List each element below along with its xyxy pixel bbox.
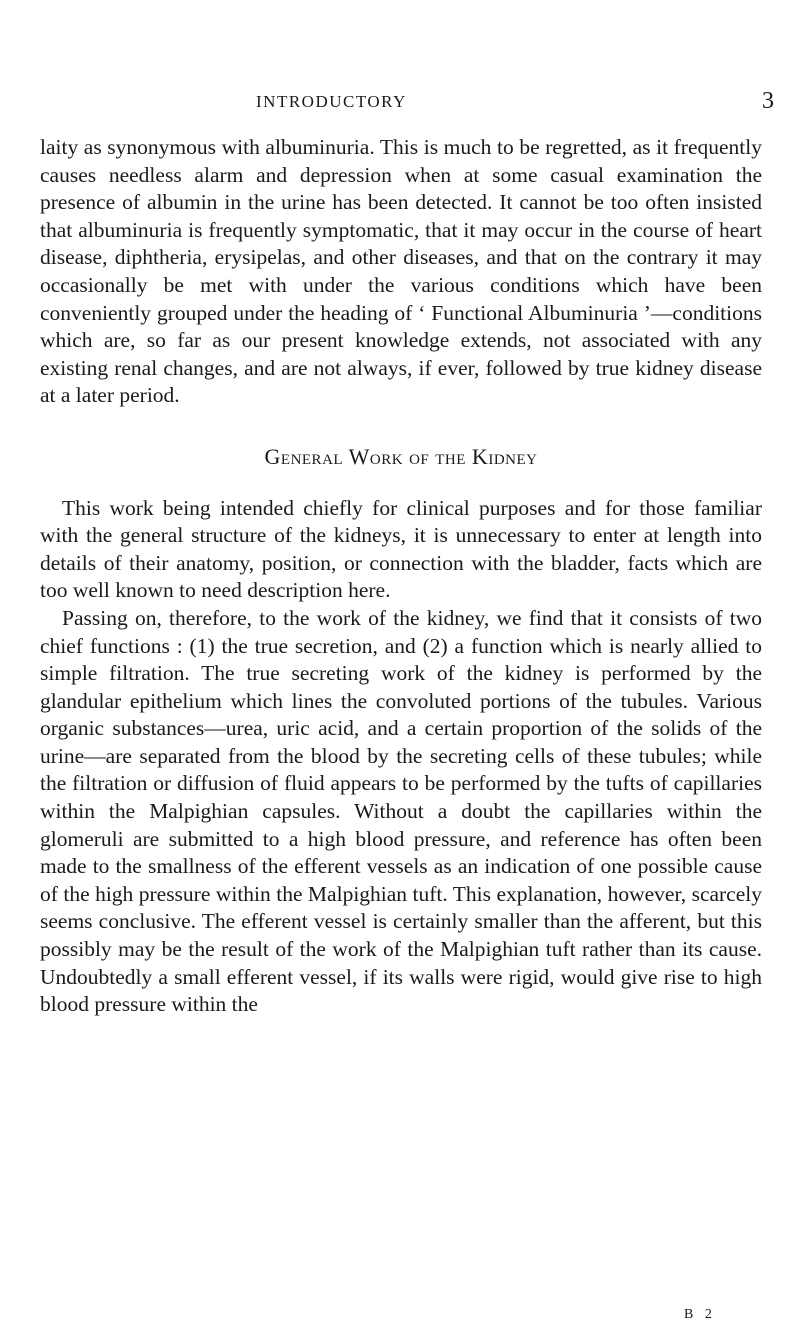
running-title: INTRODUCTORY — [256, 92, 407, 111]
body-text — [40, 134, 762, 1019]
paragraph: This work being intended chiefly for clinical purposes and for those familiar with the general structure of the kidneys, it is unnecessary to enter at length into details of their anatomy, position, or connection with the bladder, facts which are too well known to need description here. — [40, 495, 762, 603]
page-number: 3 — [762, 88, 774, 114]
paragraph: laity as synonymous with albuminuria. This is much to be regretted, as it frequently causes needless alarm and depression when at some casual examination the presence of albumin in the urine has been detected. It cannot be too often insisted that albuminuria is frequently symptomatic, that it may occur in the course of heart disease, diphtheria, erysipelas, and other diseases, and that on the contrary it may occasionally be met with under the various conditions which have been conveniently grouped under the heading of ‘ Functional Albuminuria ’—conditions which are, so far as our present knowledge extends, not associated with any existing renal changes, and are not always, if ever, followed by true kidney disease at a later period. — [40, 135, 762, 408]
paragraph: Passing on, therefore, to the work of the kidney, we find that it consists of two chief functions : (1) the true secretion, and (2) a function which is nearly allied to simple filtration. The true secreting work of the kidney is performed by the glandular epithelium which lines the convoluted portions of the tubules. Various organic substances—urea, uric acid, and a certain proportion of the solids of the urine—are separated from the blood by the secreting cells of these tubules; while the filtration or diffusion of fluid appears to be performed by the tufts of capillaries within the Malpighian capsules. Without a doubt the capillaries within the glomeruli are submitted to a high blood pressure, and reference has often been made to the smallness of the efferent vessels as an indication of one possible cause of the high pressure within the Malpighian tuft. This explanation, however, scarcely seems conclusive. The efferent vessel is certainly smaller than the afferent, but this possibly may be the result of the work of the Malpighian tuft rather than its cause. Undoubtedly a small efferent vessel, if its walls were rigid, would give rise to high blood pressure within the — [40, 605, 762, 1017]
section-heading: General Work of the Kidney — [264, 443, 538, 469]
signature-mark: B 2 — [684, 1307, 716, 1322]
running-head — [0, 88, 800, 116]
